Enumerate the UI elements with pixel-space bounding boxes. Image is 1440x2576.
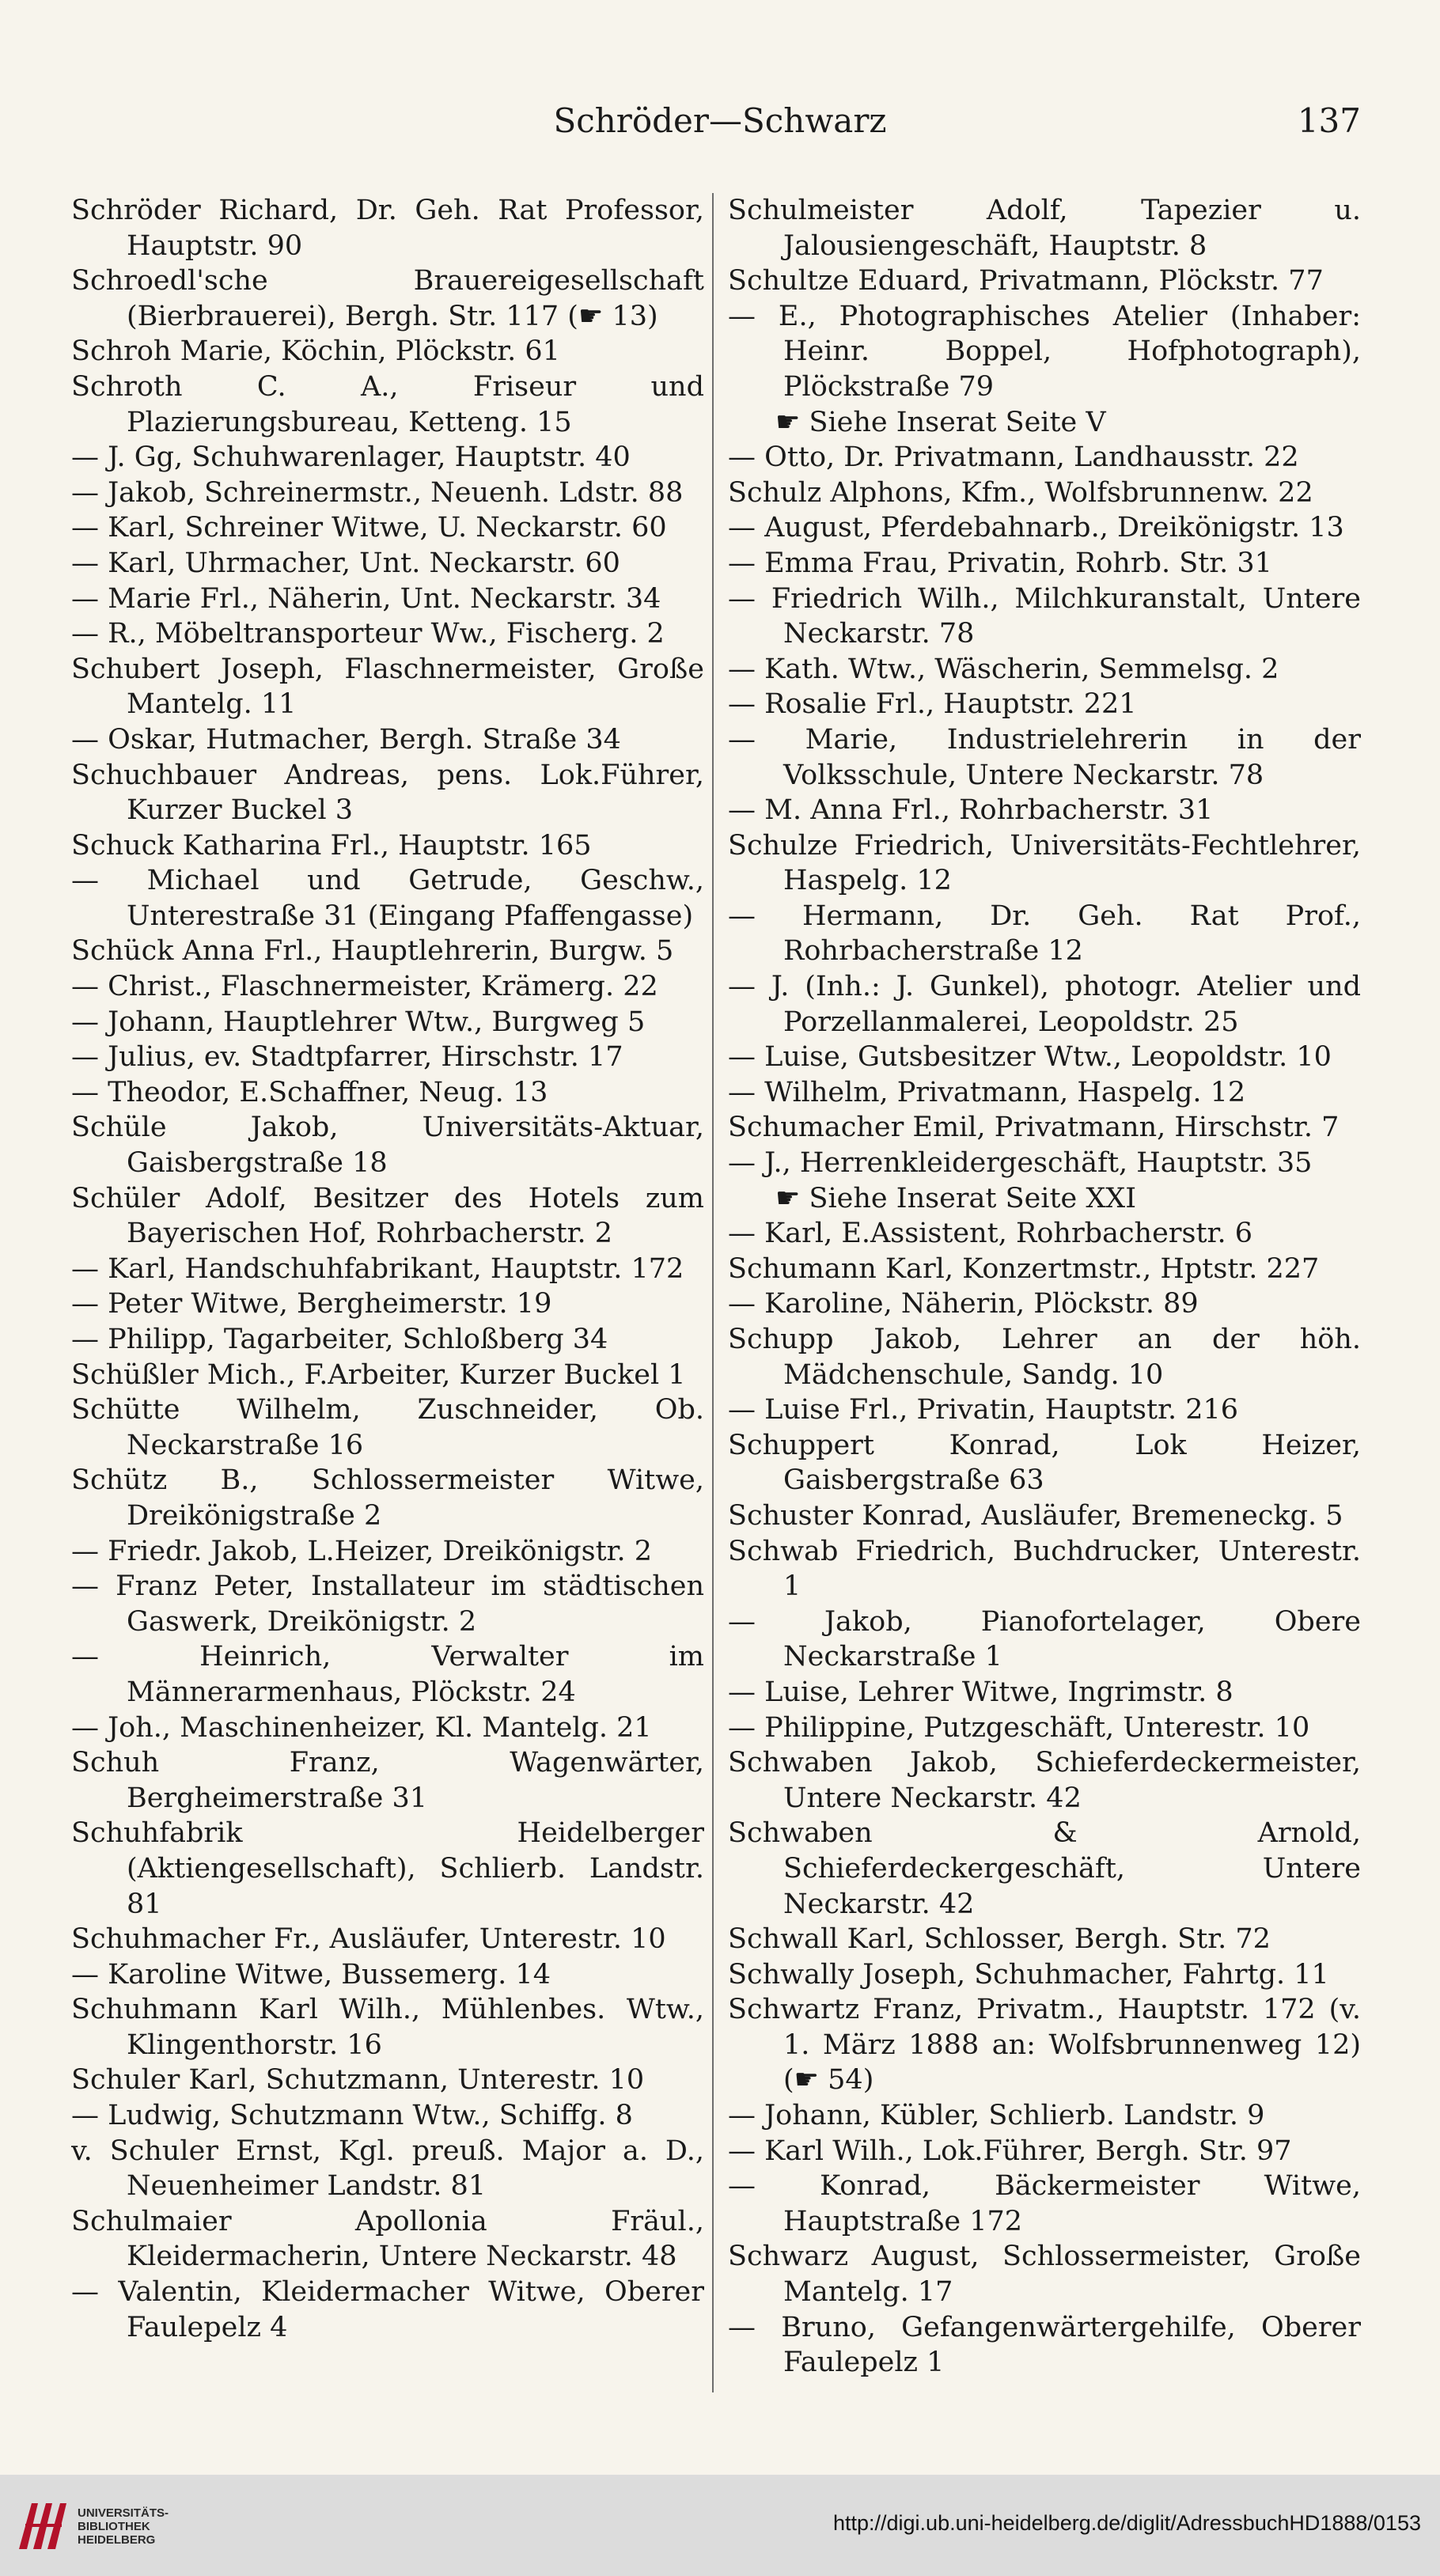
directory-entry: — Friedrich Wilh., Milchkuranstalt, Untere Neckarstr. 78 [728, 582, 1361, 650]
source-url-link[interactable]: http://digi.ub.uni-heidelberg.de/diglit/AdressbuchHD1888/0153 [832, 2511, 1421, 2535]
directory-entry: — Theodor, E.Schaffner, Neug. 13 [71, 1076, 548, 1108]
directory-entry: Schröder Richard, Dr. Geh. Rat Professor, Hauptstr. 90 [71, 195, 704, 262]
directory-entry: Schuhmann Karl Wilh., Mühlenbes. Wtw., Klingenthorstr. 16 [71, 1994, 704, 2061]
directory-entry: — Konrad, Bäckermeister Witwe, Hauptstraße 172 [728, 2170, 1361, 2237]
directory-entry: — Luise, Gutsbesitzer Wtw., Leopoldstr. 10 [728, 1041, 1332, 1074]
directory-entry: Schroth C. A., Friseur und Plazierungsbureau, Ketteng. 15 [71, 370, 704, 438]
directory-entry: Schütte Wilhelm, Zuschneider, Ob. Neckarstraße 16 [71, 1394, 704, 1461]
directory-entry: — M. Anna Frl., Rohrbacherstr. 31 [728, 794, 1214, 827]
directory-entry: — Wilhelm, Privatmann, Haspelg. 12 [728, 1076, 1246, 1108]
directory-entry: — Philippine, Putzgeschäft, Unterestr. 10 [728, 1711, 1310, 1744]
directory-entry: Schroh Marie, Köchin, Plöckstr. 61 [71, 335, 560, 368]
directory-entry: Schüler Adolf, Besitzer des Hotels zum Bayerischen Hof, Rohrbacherstr. 2 [71, 1182, 704, 1250]
directory-entry: Schupp Jakob, Lehrer an der höh. Mädchenschule, Sandg. 10 [728, 1324, 1361, 1391]
directory-entry: Schumann Karl, Konzertmstr., Hptstr. 227 [728, 1252, 1320, 1285]
directory-entry: — R., Möbeltransporteur Ww., Fischerg. 2 [71, 618, 665, 650]
directory-entry: — Otto, Dr. Privatmann, Landhausstr. 22 [728, 441, 1299, 474]
directory-entry: Schwab Friedrich, Buchdrucker, Unterestr. 1 [728, 1535, 1361, 1603]
directory-entry: — J. (Inh.: J. Gunkel), photogr. Atelier und Porzellanmalerei, Leopoldstr. 25 [728, 971, 1361, 1038]
directory-entry: — Johann, Hauptlehrer Wtw., Burgweg 5 [71, 1006, 646, 1038]
directory-entry: Schuchbauer Andreas, pens. Lok.Führer, Kurzer Buckel 3 [71, 759, 704, 827]
directory-entry: Schroedl'sche Brauereigesellschaft (Bierbrauerei), Bergh. Str. 117 (☛ 13) [71, 265, 704, 332]
directory-entry: — Rosalie Frl., Hauptstr. 221 [728, 688, 1137, 721]
logo-line: UNIVERSITÄTS- [78, 2506, 169, 2520]
directory-entry: — Hermann, Dr. Geh. Rat Prof., Rohrbacherstraße 12 [728, 900, 1361, 968]
directory-entry: Schulmeister Adolf, Tapezier u. Jalousiengeschäft, Hauptstr. 8 [728, 195, 1361, 262]
directory-entry: Schubert Joseph, Flaschnermeister, Große Mantelg. 11 [71, 653, 704, 721]
directory-entry: Schwaben Jakob, Schieferdeckermeister, Untere Neckarstr. 42 [728, 1747, 1361, 1814]
directory-entry: Schuck Katharina Frl., Hauptstr. 165 [71, 829, 592, 862]
directory-entry: Schwally Joseph, Schuhmacher, Fahrtg. 11 [728, 1958, 1329, 1991]
directory-entry: Schwall Karl, Schlosser, Bergh. Str. 72 [728, 1923, 1271, 1956]
directory-entry: Schulz Alphons, Kfm., Wolfsbrunnenw. 22 [728, 476, 1313, 509]
directory-entry: — Jakob, Pianofortelager, Obere Neckarstraße 1 [728, 1605, 1361, 1673]
advertisement-reference: ☛ Siehe Inserat Seite V [775, 406, 1106, 438]
directory-entry: Schütz B., Schlossermeister Witwe, Dreikönigstraße 2 [71, 1464, 704, 1532]
directory-entry: Schuler Karl, Schutzmann, Unterestr. 10 [71, 2064, 645, 2097]
page-number: 137 [1297, 101, 1361, 140]
directory-entry: — E., Photographisches Atelier (Inhaber: Heinr. Boppel, Hofphotograph), Plöckstraße 79 [728, 300, 1361, 403]
directory-entry: Schüßler Mich., F.Arbeiter, Kurzer Buckel 1 [71, 1358, 686, 1391]
directory-entry: Schück Anna Frl., Hauptlehrerin, Burgw. 5 [71, 935, 674, 968]
directory-entry: Schuhmacher Fr., Ausläufer, Unterestr. 10 [71, 1923, 666, 1956]
library-logo[interactable] [14, 2487, 180, 2563]
directory-entry: — August, Pferdebahnarb., Dreikönigstr. 13 [728, 512, 1344, 544]
right-column [728, 193, 1361, 2392]
directory-entry: Schuhfabrik Heidelberger (Aktiengesellschaft), Schlierb. Landstr. 81 [71, 1817, 704, 1920]
directory-entry: Schulze Friedrich, Universitäts-Fechtlehrer, Haspelg. 12 [728, 829, 1361, 897]
directory-entry: — Emma Frau, Privatin, Rohrb. Str. 31 [728, 547, 1272, 579]
directory-entry: Schuster Konrad, Ausläufer, Bremeneckg. 5 [728, 1499, 1343, 1532]
directory-entry: — Kath. Wtw., Wäscherin, Semmelsg. 2 [728, 653, 1279, 685]
directory-entry: v. Schuler Ernst, Kgl. preuß. Major a. D., Neuenheimer Landstr. 81 [71, 2135, 704, 2203]
directory-entry: — Jakob, Schreinermstr., Neuenh. Ldstr. 88 [71, 476, 684, 509]
left-column [71, 193, 704, 2392]
directory-entry: Schwartz Franz, Privatm., Hauptstr. 172 (v. 1. März 1888 an: Wolfsbrunnenweg 12) (☛ 54) [728, 1994, 1361, 2097]
directory-entry: — Christ., Flaschnermeister, Krämerg. 22 [71, 971, 658, 1003]
directory-entry: — Marie Frl., Näherin, Unt. Neckarstr. 34 [71, 582, 661, 615]
directory-entry: — Valentin, Kleidermacher Witwe, Oberer Faulepelz 4 [71, 2276, 704, 2343]
directory-entry: — Johann, Kübler, Schlierb. Landstr. 9 [728, 2100, 1265, 2132]
directory-entry: — Ludwig, Schutzmann Wtw., Schiffg. 8 [71, 2100, 633, 2132]
directory-entry: — Luise Frl., Privatin, Hauptstr. 216 [728, 1394, 1239, 1426]
directory-entry: — Karl, Schreiner Witwe, U. Neckarstr. 60 [71, 512, 667, 544]
directory-entry: Schuppert Konrad, Lok Heizer, Gaisbergstraße 63 [728, 1429, 1361, 1497]
directory-entry: — J. Gg, Schuhwarenlager, Hauptstr. 40 [71, 441, 631, 474]
directory-entry: — Luise, Lehrer Witwe, Ingrimstr. 8 [728, 1676, 1233, 1708]
directory-entry: — Marie, Industrielehrerin in der Volksschule, Untere Neckarstr. 78 [728, 723, 1361, 791]
directory-entry: — J., Herrenkleidergeschäft, Hauptstr. 35 [728, 1147, 1313, 1180]
university-seal-icon [14, 2494, 70, 2557]
directory-entry: — Julius, ev. Stadtpfarrer, Hirschstr. 17 [71, 1041, 623, 1074]
directory-entry: Schüle Jakob, Universitäts-Aktuar, Gaisbergstraße 18 [71, 1112, 704, 1180]
column-divider [712, 193, 714, 2392]
directory-entry: — Philipp, Tagarbeiter, Schloßberg 34 [71, 1324, 608, 1355]
directory-entry: — Franz Peter, Installateur im städtischen Gaswerk, Dreikönigstr. 2 [71, 1570, 704, 1638]
directory-entry: Schwaben & Arnold, Schieferdeckergeschäft, Untere Neckarstr. 42 [728, 1817, 1361, 1920]
running-head [0, 101, 1440, 149]
directory-entry: Schultze Eduard, Privatmann, Plöckstr. 77 [728, 265, 1324, 297]
directory-entry: — Karl Wilh., Lok.Führer, Bergh. Str. 97 [728, 2135, 1292, 2167]
directory-entry: — Joh., Maschinenheizer, Kl. Mantelg. 21 [71, 1711, 652, 1744]
directory-entry: — Karoline, Näherin, Plöckstr. 89 [728, 1288, 1199, 1320]
directory-entry: — Karoline Witwe, Bussemerg. 14 [71, 1958, 551, 1991]
directory-entry: — Karl, E.Assistent, Rohrbacherstr. 6 [728, 1218, 1252, 1250]
advertisement-reference: ☛ Siehe Inserat Seite XXI [775, 1182, 1137, 1214]
directory-entry: Schwarz August, Schlossermeister, Große Mantelg. 17 [728, 2241, 1361, 2309]
library-logo-text [78, 2506, 188, 2547]
directory-entry: — Karl, Handschuhfabrikant, Hauptstr. 172 [71, 1252, 684, 1285]
logo-line: HEIDELBERG [78, 2533, 156, 2547]
directory-entry: Schumacher Emil, Privatmann, Hirschstr. 7 [728, 1112, 1340, 1144]
directory-entry: — Friedr. Jakob, L.Heizer, Dreikönigstr. 2 [71, 1535, 653, 1567]
directory-entry: — Oskar, Hutmacher, Bergh. Straße 34 [71, 723, 621, 756]
directory-entry: — Karl, Uhrmacher, Unt. Neckarstr. 60 [71, 547, 620, 579]
directory-entry: — Michael und Getrude, Geschw., Unterestraße 31 (Eingang Pfaffengasse) [71, 865, 704, 932]
running-title: Schröder—Schwarz [553, 101, 887, 140]
logo-line: BIBLIOTHEK [78, 2520, 150, 2533]
footer-bar [0, 2475, 1440, 2576]
directory-entry: — Peter Witwe, Bergheimerstr. 19 [71, 1288, 552, 1320]
directory-entry: — Bruno, Gefangenwärtergehilfe, Oberer Faulepelz 1 [728, 2311, 1361, 2379]
directory-entry: Schuh Franz, Wagenwärter, Bergheimerstraße 31 [71, 1747, 704, 1814]
directory-entry: — Heinrich, Verwalter im Männerarmenhaus, Plöckstr. 24 [71, 1641, 704, 1708]
directory-entry: Schulmaier Apollonia Fräul., Kleidermacherin, Untere Neckarstr. 48 [71, 2205, 704, 2273]
